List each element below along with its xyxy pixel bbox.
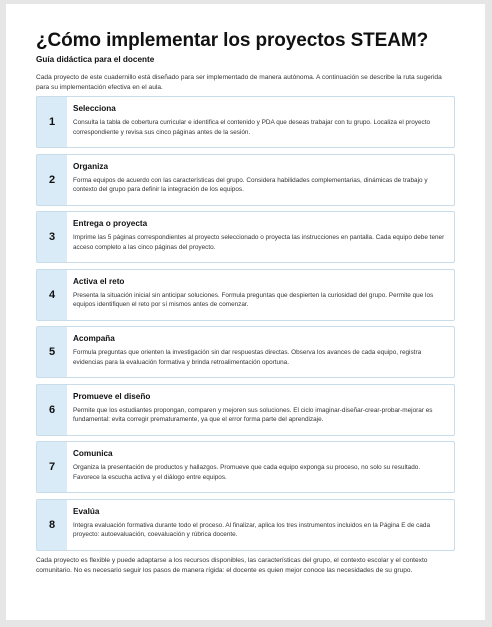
step-content [67,327,454,377]
step-description: Consulta la tabla de cobertura curricular e identifica el contenido y PDA que deseas trabajar con tu grupo. Localiza el proyecto correspondiente y revisa sus cinco páginas antes de la sesión. [73,119,431,136]
step-description: Permite que los estudiantes propongan, comparen y mejoren sus soluciones. El ciclo imaginar-diseñar-crear-probar-mejorar es fundamental: evita corregir prematuramente, ya que el error forma parte del aprendizaje. [73,406,433,424]
step-content [67,270,454,320]
step-title: Entrega o proyecta [73,219,148,228]
step-title: Comunica [73,449,113,458]
step-card-3 [36,211,455,263]
intro-paragraph: Cada proyecto de este cuadernillo está diseñado para ser implementado de manera autónoma. A continuación se describe la ruta sugerida para su implementación efectiva en el aula. [36,74,442,91]
step-title: Activa el reto [73,276,125,286]
step-description: Imprime las 5 páginas correspondientes al proyecto seleccionado o proyecta las instrucciones en pantalla. Cada equipo debe tener acceso completo a las cinco páginas del proyecto. [73,234,445,251]
step-card-8 [36,499,455,551]
closing-paragraph: Cada proyecto es flexible y puede adaptarse a los recursos disponibles, las características del grupo, el contexto escolar y el contexto comunitario. No es necesario seguir los pasos de manera rígida: el docente es quien mejor conoce las necesidades de su grupo. [36,557,428,574]
step-number: 1 [37,97,67,147]
step-title: Acompaña [73,334,115,343]
steps-list [36,96,455,551]
step-content [67,442,454,492]
step-number: 5 [37,327,67,377]
step-content [67,155,454,205]
step-description: Forma equipos de acuerdo con las características del grupo. Considera habilidades complementarias, dinámicas de trabajo y contexto del grupo para definir la integración de los equipos. [73,176,428,194]
step-number: 8 [37,500,67,550]
step-card-6 [36,384,455,436]
step-card-1 [36,96,455,148]
page-title: ¿Cómo implementar los proyectos STEAM? [36,30,429,51]
step-card-2 [36,154,455,206]
step-title: Organiza [73,161,109,171]
step-content [67,97,454,147]
step-number: 2 [37,155,67,205]
step-title: Evalúa [73,506,100,516]
step-description: Formula preguntas que orienten la investigación sin dar respuestas directas. Observa los avances de cada equipo, registra evidencias para la evaluación formativa y brinda retroalimentación oportuna. [73,349,422,366]
step-description: Organiza la presentación de productos y hallazgos. Promueve que cada equipo exponga su proceso, no solo su resultado. Favorece la escucha activa y el diálogo entre equipos. [73,464,421,481]
step-description: Presenta la situación inicial sin anticipar soluciones. Formula preguntas que despierten la curiosidad del grupo. Permite que los equipos identifiquen el reto por sí mismos antes de comenzar. [73,291,434,309]
step-content [67,500,454,550]
step-card-5 [36,326,455,378]
page-subtitle: Guía didáctica para el docente [36,55,155,64]
step-card-7 [36,441,455,493]
step-title: Promueve el diseño [73,391,151,401]
step-title: Selecciona [73,104,116,113]
step-number: 3 [37,212,67,262]
step-number: 6 [37,385,67,435]
step-card-4 [36,269,455,321]
step-description: Integra evaluación formativa durante todo el proceso. Al finalizar, aplica los tres instrumentos incluidos en la Página E de cada proyecto: autoevaluación, coevaluación y rúbrica docente. [73,521,431,539]
step-content [67,385,454,435]
step-content [67,212,454,262]
step-number: 7 [37,442,67,492]
step-number: 4 [37,270,67,320]
document-page [6,4,485,620]
